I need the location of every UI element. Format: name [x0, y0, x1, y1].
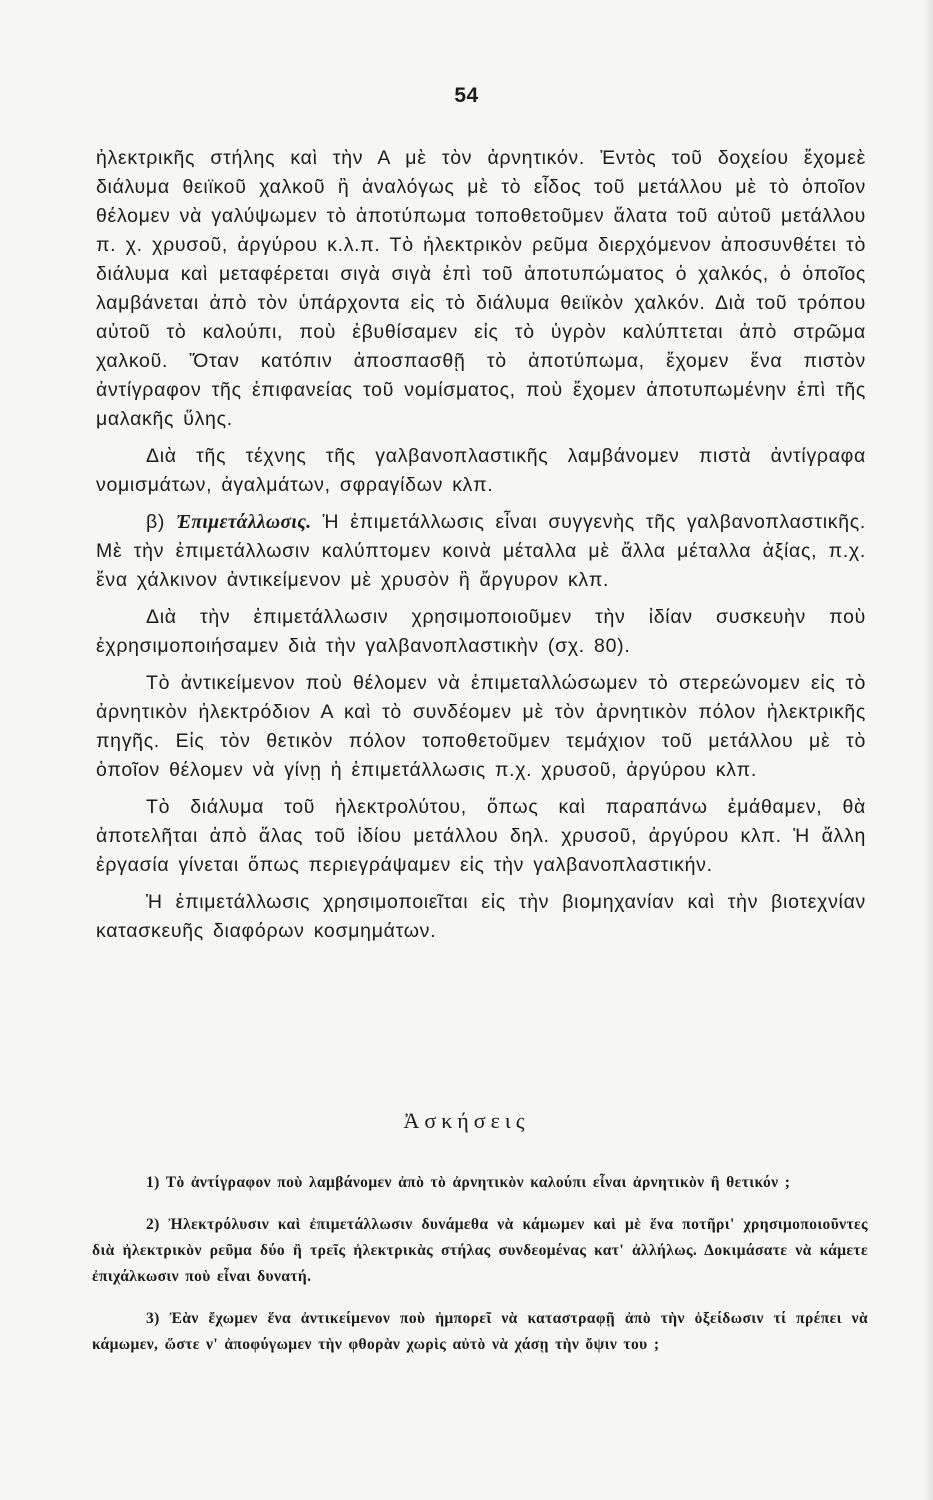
- page-number: 54: [454, 84, 479, 107]
- paragraph: Τὸ διάλυμα τοῦ ἠλεκτρολύτου, ὅπως καὶ παραπάνω ἐμάθαμεν, θὰ ἀποτελῆται ἀπὸ ἅλας τοῦ ἰδίου μετάλλου δηλ. χρυσοῦ, ἀργύρου κλπ. Ἡ ἄλλη ἐργασία γίνεται ὅπως περιεγράψαμεν εἰς τὴν γαλβανοπλαστικήν.: [96, 796, 866, 876]
- paragraph-epimetallosis: [96, 508, 866, 595]
- exercise-item: 1) Τὸ ἀντίγραφον ποὺ λαμβάνομεν ἀπὸ τὸ ἀρνητικὸν καλούπι εἶναι ἀρνητικὸν ἢ θετικόν ;: [146, 1174, 791, 1191]
- section-text: Ἡ ἐπιμετάλλωσις εἶναι συγγενὴς τῆς γαλβανοπλαστικῆς. Μὲ τὴν ἐπιμετάλλωσιν καλύπτομεν κοινὰ μέταλλα μὲ ἄλλα μέταλλα ἀξίας, π.χ. ἕνα χάλκινον ἀντικείμενον μὲ χρυσὸν ἢ ἄργυρον κλπ.: [96, 511, 866, 591]
- paragraph: Ἡ ἐπιμετάλλωσις χρησιμοποιεῖται εἰς τὴν βιομηχανίαν καὶ τὴν βιοτεχνίαν κατασκευῆς διαφόρων κοσμημάτων.: [96, 891, 866, 942]
- paragraph: Διὰ τῆς τέχνης τῆς γαλβανοπλαστικῆς λαμβάνομεν πιστὰ ἀντίγραφα νομισμάτων, ἀγαλμάτων, σφραγίδων κλπ.: [96, 445, 866, 496]
- exercise-item: 3) Ἐὰν ἔχωμεν ἕνα ἀντικείμενον ποὺ ἠμπορεῖ νὰ καταστραφῇ ἀπὸ τὴν ὀξείδωσιν τί πρέπει νὰ κάμωμεν, ὥστε ν' ἀποφύγωμεν τὴν φθορὰν χωρὶς αὐτὸ νὰ χάσῃ τὴν ὄψιν του ;: [92, 1310, 868, 1353]
- section-heading: Ἐπιμετάλλωσις.: [176, 512, 312, 533]
- section-prefix: β): [146, 511, 177, 533]
- exercises-title: Ἀσκήσεις: [403, 1108, 530, 1133]
- paragraph: Διὰ τὴν ἐπιμετάλλωσιν χρησιμοποιοῦμεν τὴν ἰδίαν συσκευὴν ποὺ ἐχρησιμοποιήσαμεν διὰ τὴν γαλβανοπλαστικὴν (σχ. 80).: [96, 606, 866, 657]
- paragraph: Τὸ ἀντικείμενον ποὺ θέλομεν νὰ ἐπιμεταλλώσωμεν τὸ στερεώνομεν εἰς τὸ ἀρνητικὸν ἠλεκτρόδιον Α καὶ τὸ συνδέομεν μὲ τὸν ἀρνητικὸν πόλον ἠλεκτρικῆς πηγῆς. Εἰς τὸν θετικὸν πόλον τοποθετοῦμεν τεμάχιον τοῦ μετάλλου μὲ τὸ ὁποῖον θέλομεν νὰ γίνῃ ἡ ἐπιμετάλλωσις π.χ. χρυσοῦ, ἀργύρου κλπ.: [96, 672, 866, 781]
- exercises-list: [92, 1170, 868, 1374]
- paragraph: ἠλεκτρικῆς στήλης καὶ τὴν Α μὲ τὸν ἀρνητικόν. Ἐντὸς τοῦ δοχείου ἔχομεὲ διάλυμα θειϊκοῦ χαλκοῦ ἢ ἀναλόγως μὲ τὸ εἶδος τοῦ μετάλλου μὲ τὸ ὁποῖον θέλομεν νὰ γαλύψωμεν τὸ ἀποτύπωμα τοποθετοῦμεν ἅλατα τοῦ αὐτοῦ μετάλλου π. χ. χρυσοῦ, ἀργύρου κ.λ.π. Τὸ ἠλεκτρικὸν ρεῦμα διερχόμενον ἀποσυνθέτει τὸ διάλυμα καὶ μεταφέρεται σιγὰ σιγὰ ἐπὶ τοῦ ἀποτυπώματος ὁ χαλκός, ὁ ὁποῖος λαμβάνεται ἀπὸ τὸν ὑπάρχοντα εἰς τὸ διάλυμα θειϊκὸν χαλκόν. Διὰ τοῦ τρόπου αὐτοῦ τὸ καλούπι, ποὺ ἐβυθίσαμεν εἰς τὸ ὑγρὸν καλύπτεται ἀπὸ στρῶμα χαλκοῦ. Ὅταν κατόπιν ἀποσπασθῇ τὸ ἀποτύπωμα, ἔχομεν ἕνα πιστὸν ἀντίγραφον τῆς ἐπιφανείας τοῦ νομίσματος, ποὺ ἔχομεν ἀποτυπωμένην ἐπὶ τῆς μαλακῆς ὕλης.: [96, 147, 866, 430]
- exercise-item: 2) Ἠλεκτρόλυσιν καὶ ἐπιμετάλλωσιν δυνάμεθα νὰ κάμωμεν καὶ μὲ ἕνα ποτῆρι' χρησιμοποιοῦντες διὰ ἠλεκτρικὸν ρεῦμα δύο ἢ τρεῖς ἠλεκτρικὰς στήλας συνδεομένας κατ' ἀλλήλως. Δοκιμάσατε νὰ κάμετε ἐπιχάλκωσιν ποὺ εἶναι δυνατή.: [92, 1216, 868, 1285]
- main-text: [96, 144, 866, 954]
